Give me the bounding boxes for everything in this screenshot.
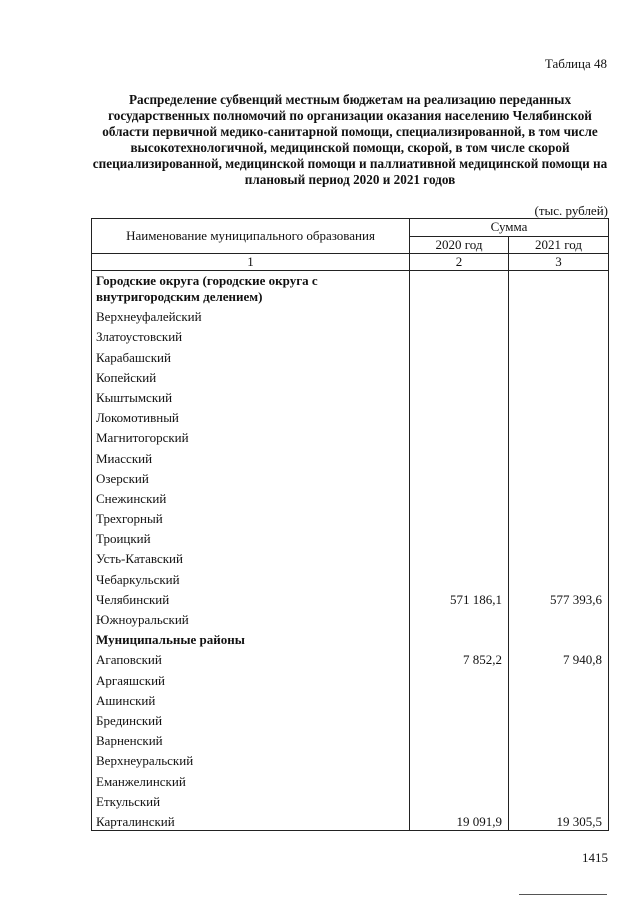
- footer-rule: [519, 894, 607, 895]
- table-row: [92, 567, 609, 587]
- section-header-row: [92, 628, 609, 648]
- amount-2020: [410, 769, 509, 789]
- table-row: [92, 547, 609, 567]
- amount-2020: [410, 325, 509, 345]
- municipality-name: Варненский: [92, 729, 410, 749]
- amount-2021: [509, 547, 609, 567]
- empty-cell: [509, 271, 609, 306]
- amount-2021: [509, 749, 609, 769]
- table-row: [92, 790, 609, 810]
- column-header-sum: Сумма: [410, 219, 609, 237]
- table-row: [92, 689, 609, 709]
- municipality-name: Трехгорный: [92, 507, 410, 527]
- table-row: [92, 729, 609, 749]
- municipality-name: Чебаркульский: [92, 567, 410, 587]
- amount-2021: 7 940,8: [509, 648, 609, 668]
- amount-2020: [410, 507, 509, 527]
- amount-2020: [410, 567, 509, 587]
- amount-2021: [509, 305, 609, 325]
- amount-2021: [509, 668, 609, 688]
- empty-cell: [509, 628, 609, 648]
- table-row: [92, 749, 609, 769]
- amount-2021: [509, 426, 609, 446]
- amount-2020: [410, 345, 509, 365]
- municipality-name: Еманжелинский: [92, 769, 410, 789]
- empty-cell: [410, 628, 509, 648]
- column-index-1: 1: [92, 254, 410, 271]
- municipality-name: Челябинский: [92, 588, 410, 608]
- amount-2021: [509, 467, 609, 487]
- amount-2021: [509, 709, 609, 729]
- table-row: [92, 386, 609, 406]
- amount-2020: [410, 386, 509, 406]
- amount-2020: [410, 305, 509, 325]
- municipality-name: Еткульский: [92, 790, 410, 810]
- amount-2020: [410, 608, 509, 628]
- subvention-table: [91, 218, 609, 831]
- amount-2020: [410, 406, 509, 426]
- municipality-name: Троицкий: [92, 527, 410, 547]
- table-row: [92, 507, 609, 527]
- municipality-name: Верхнеуфалейский: [92, 305, 410, 325]
- table-row: [92, 648, 609, 668]
- table-label: Таблица 48: [544, 56, 607, 71]
- municipality-name: Южноуральский: [92, 608, 410, 628]
- amount-2020: [410, 366, 509, 386]
- table-row: [92, 709, 609, 729]
- amount-2020: [410, 446, 509, 466]
- amount-2020: 19 091,9: [410, 810, 509, 831]
- table-row: [92, 588, 609, 608]
- table-row: [92, 467, 609, 487]
- amount-2021: [509, 366, 609, 386]
- amount-2021: [509, 487, 609, 507]
- column-header-2021: 2021 год: [509, 236, 609, 254]
- municipality-name: Златоустовский: [92, 325, 410, 345]
- amount-2020: [410, 790, 509, 810]
- amount-2021: [509, 689, 609, 709]
- section-title: Муниципальные районы: [92, 628, 410, 648]
- municipality-name: Озерский: [92, 467, 410, 487]
- amount-2020: [410, 749, 509, 769]
- municipality-name: Карабашский: [92, 345, 410, 365]
- amount-2020: 571 186,1: [410, 588, 509, 608]
- amount-2020: [410, 547, 509, 567]
- municipality-name: Снежинский: [92, 487, 410, 507]
- table-row: [92, 527, 609, 547]
- municipality-name: Агаповский: [92, 648, 410, 668]
- municipality-name: Усть-Катавский: [92, 547, 410, 567]
- amount-2021: [509, 507, 609, 527]
- table-row: [92, 446, 609, 466]
- municipality-name: Миасский: [92, 446, 410, 466]
- amount-2020: [410, 729, 509, 749]
- empty-cell: [410, 271, 509, 306]
- amount-2021: [509, 386, 609, 406]
- amount-2021: [509, 769, 609, 789]
- amount-2020: [410, 527, 509, 547]
- table-row: [92, 325, 609, 345]
- column-index-3: 3: [509, 254, 609, 271]
- amount-2021: [509, 567, 609, 587]
- table-row: [92, 366, 609, 386]
- amount-2021: [509, 406, 609, 426]
- amount-2020: [410, 709, 509, 729]
- column-header-name: Наименование муниципального образования: [92, 219, 410, 254]
- amount-2020: [410, 467, 509, 487]
- amount-2020: [410, 426, 509, 446]
- amount-2021: 19 305,5: [509, 810, 609, 831]
- municipality-name: Аргаяшский: [92, 668, 410, 688]
- column-index-2: 2: [410, 254, 509, 271]
- amount-2021: 577 393,6: [509, 588, 609, 608]
- column-header-2020: 2020 год: [410, 236, 509, 254]
- amount-2021: [509, 790, 609, 810]
- amount-2021: [509, 729, 609, 749]
- section-title: Городские округа (городские округа с внутригородским делением): [92, 271, 410, 306]
- municipality-name: Локомотивный: [92, 406, 410, 426]
- municipality-name: Ашинский: [92, 689, 410, 709]
- page-number: 1415: [582, 850, 608, 865]
- table-row: [92, 668, 609, 688]
- amount-2021: [509, 608, 609, 628]
- amount-2020: [410, 668, 509, 688]
- municipality-name: Магнитогорский: [92, 426, 410, 446]
- table-row: [92, 487, 609, 507]
- amount-2021: [509, 345, 609, 365]
- municipality-name: Карталинский: [92, 810, 410, 831]
- table-row: [92, 345, 609, 365]
- amount-2021: [509, 325, 609, 345]
- municipality-name: Верхнеуральский: [92, 749, 410, 769]
- municipality-name: Брединский: [92, 709, 410, 729]
- units-label: (тыс. рублей): [534, 203, 608, 218]
- municipality-name: Копейский: [92, 366, 410, 386]
- amount-2020: 7 852,2: [410, 648, 509, 668]
- amount-2021: [509, 446, 609, 466]
- table-row: [92, 608, 609, 628]
- amount-2020: [410, 487, 509, 507]
- section-header-row: [92, 271, 609, 306]
- table-row: [92, 769, 609, 789]
- table-row: [92, 810, 609, 831]
- table-row: [92, 305, 609, 325]
- table-row: [92, 406, 609, 426]
- municipality-name: Кыштымский: [92, 386, 410, 406]
- document-title: Распределение субвенций местным бюджетам на реализацию переданных государственных полномочий по организации оказания населению Челябинской области первичной медико-санитарной помощи, специализированной, в том числе высокотехнологичной, медицинской помощи, скорой, в том числе скорой специализированной, медицинской помощи и паллиативной медицинской помощи на плановый период 2020 и 2021 годов: [92, 92, 608, 187]
- amount-2020: [410, 689, 509, 709]
- amount-2021: [509, 527, 609, 547]
- table-row: [92, 426, 609, 446]
